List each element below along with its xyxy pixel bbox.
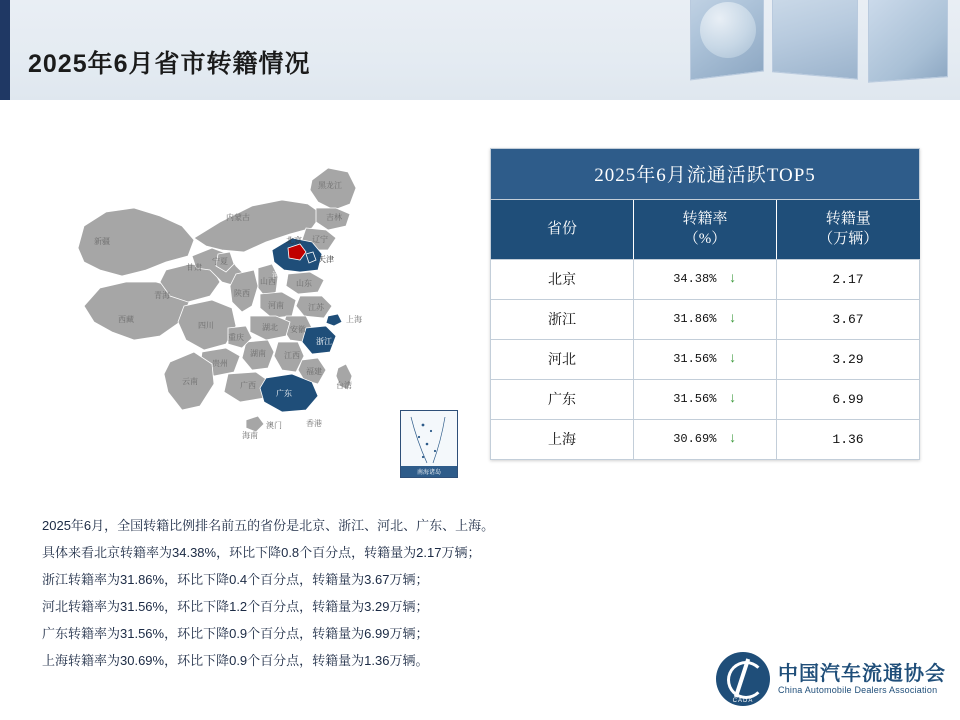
map-label-guizhou: 贵州 [212,359,228,368]
cada-emblem-icon [716,652,770,706]
map-label-macau: 澳门 [266,421,282,430]
cell-rate-value: 31.56% [673,392,717,406]
page-title: 2025年6月省市转籍情况 [28,50,311,78]
column-header-province-line1: 省份 [546,221,577,238]
map-label-taiwan: 台湾 [336,381,352,390]
column-header-rate [634,200,777,260]
map-label-tianjin: 天津 [318,255,334,264]
map-label-guangdong: 广东 [276,389,292,398]
logo-name-cn: 中国汽车流通协会 [778,663,946,685]
column-header-province [491,200,634,260]
trend-down-icon: ↓ [728,351,737,367]
map-label-ningxia: 宁夏 [212,257,228,266]
cell-volume: 3.29 [777,339,920,379]
map-label-jilin: 吉林 [326,213,342,222]
narrative-line-6: 上海转籍率为30.69%，环比下降0.9个百分点，转籍量为1.36万辆。 [42,653,429,668]
cell-rate [634,259,777,299]
table-row [491,419,920,459]
map-label-anhui: 安徽 [290,325,306,334]
map-label-qinghai: 青海 [154,291,170,300]
narrative-line-3: 浙江转籍率为31.86%，环比下降0.4个百分点，转籍量为3.67万辆； [42,572,429,587]
table-header-row [491,200,920,260]
cell-province: 河北 [491,339,634,379]
column-header-rate-line2: （%） [683,231,727,248]
logo-name-en: China Automobile Dealers Association [778,685,938,695]
map-label-beijing: 北京 [286,236,302,245]
map-label-chongqing: 重庆 [228,333,244,342]
narrative-line-1: 2025年6月，全国转籍比例排名前五的省份是北京、浙江、河北、广东、上海。 [42,518,495,533]
cell-volume: 6.99 [777,379,920,419]
cell-rate [634,339,777,379]
trend-down-icon: ↓ [728,431,737,447]
page-header [0,0,960,100]
map-label-sichuan: 四川 [198,321,214,330]
decorative-cube-2 [772,0,858,80]
table-title: 2025年6月流通活跃TOP5 [491,149,920,200]
cell-province: 北京 [491,259,634,299]
map-label-gansu: 甘肃 [186,263,202,272]
map-label-heilongjiang: 黑龙江 [318,181,342,190]
table-row [491,299,920,339]
cell-rate-value: 34.38% [673,272,717,286]
map-label-hongkong: 香港 [306,419,322,428]
map-label-tibet: 西藏 [118,315,134,324]
table-title-row [491,149,920,200]
map-label-hebei: 河北 [272,271,288,280]
map-label-shanxi: 山西 [260,277,276,286]
cell-volume: 2.17 [777,259,920,299]
header-divider [0,100,960,103]
column-header-rate-line1: 转籍率 [682,211,728,227]
map-region-shanghai-highlight [326,314,342,326]
table-row [491,379,920,419]
map-label-inner-mongolia: 内蒙古 [226,213,250,222]
cell-rate-value: 31.86% [673,312,717,326]
narrative-line-4: 河北转籍率为31.56%，环比下降1.2个百分点，转籍量为3.29万辆； [42,599,429,614]
cell-volume: 1.36 [777,419,920,459]
cell-rate-value: 31.56% [673,352,717,366]
cell-province: 浙江 [491,299,634,339]
map-label-guangxi: 广西 [240,381,256,390]
narrative-line-5: 广东转籍率为31.56%，环比下降0.9个百分点，转籍量为6.99万辆； [42,626,429,641]
trend-down-icon: ↓ [728,311,737,327]
map-label-shandong: 山东 [296,279,312,288]
logo-abbreviation: CADA [732,698,754,704]
narrative-line-2: 具体来看北京转籍率为34.38%，环比下降0.8个百分点，转籍量为2.17万辆； [42,545,481,560]
cell-rate [634,419,777,459]
narrative-text [42,512,682,674]
top5-table [490,148,920,460]
map-label-hainan: 海南 [242,431,258,440]
map-label-jiangxi: 江西 [284,351,300,360]
cell-province: 广东 [491,379,634,419]
table-row [491,339,920,379]
map-label-henan: 河南 [268,301,284,310]
map-label-liaoning: 辽宁 [312,235,328,244]
map-label-xinjiang: 新疆 [94,237,110,246]
decorative-globe-icon [700,2,756,58]
china-map [60,130,460,480]
cell-rate-value: 30.69% [673,432,717,446]
south-china-sea-inset [400,410,458,478]
trend-down-icon: ↓ [728,271,737,287]
map-label-yunnan: 云南 [182,377,198,386]
column-header-volume [777,200,920,260]
inset-label: 南海诸岛 [401,466,457,477]
cell-rate [634,299,777,339]
map-label-hunan: 湖南 [250,349,266,358]
map-label-shaanxi: 陕西 [234,289,250,298]
map-label-shanghai: 上海 [346,315,362,324]
map-label-fujian: 福建 [306,367,322,376]
cell-rate [634,379,777,419]
header-accent-bar [0,0,10,100]
column-header-volume-line1: 转籍量 [825,211,871,227]
decorative-cube-3 [868,0,948,83]
organization-logo [716,652,946,706]
map-label-zhejiang: 浙江 [316,337,332,346]
cell-volume: 3.67 [777,299,920,339]
map-label-hubei: 湖北 [262,323,278,332]
cell-province: 上海 [491,419,634,459]
map-label-jiangsu: 江苏 [308,303,324,312]
trend-down-icon: ↓ [728,391,737,407]
column-header-volume-line2: （万辆） [818,231,879,248]
table-row [491,259,920,299]
